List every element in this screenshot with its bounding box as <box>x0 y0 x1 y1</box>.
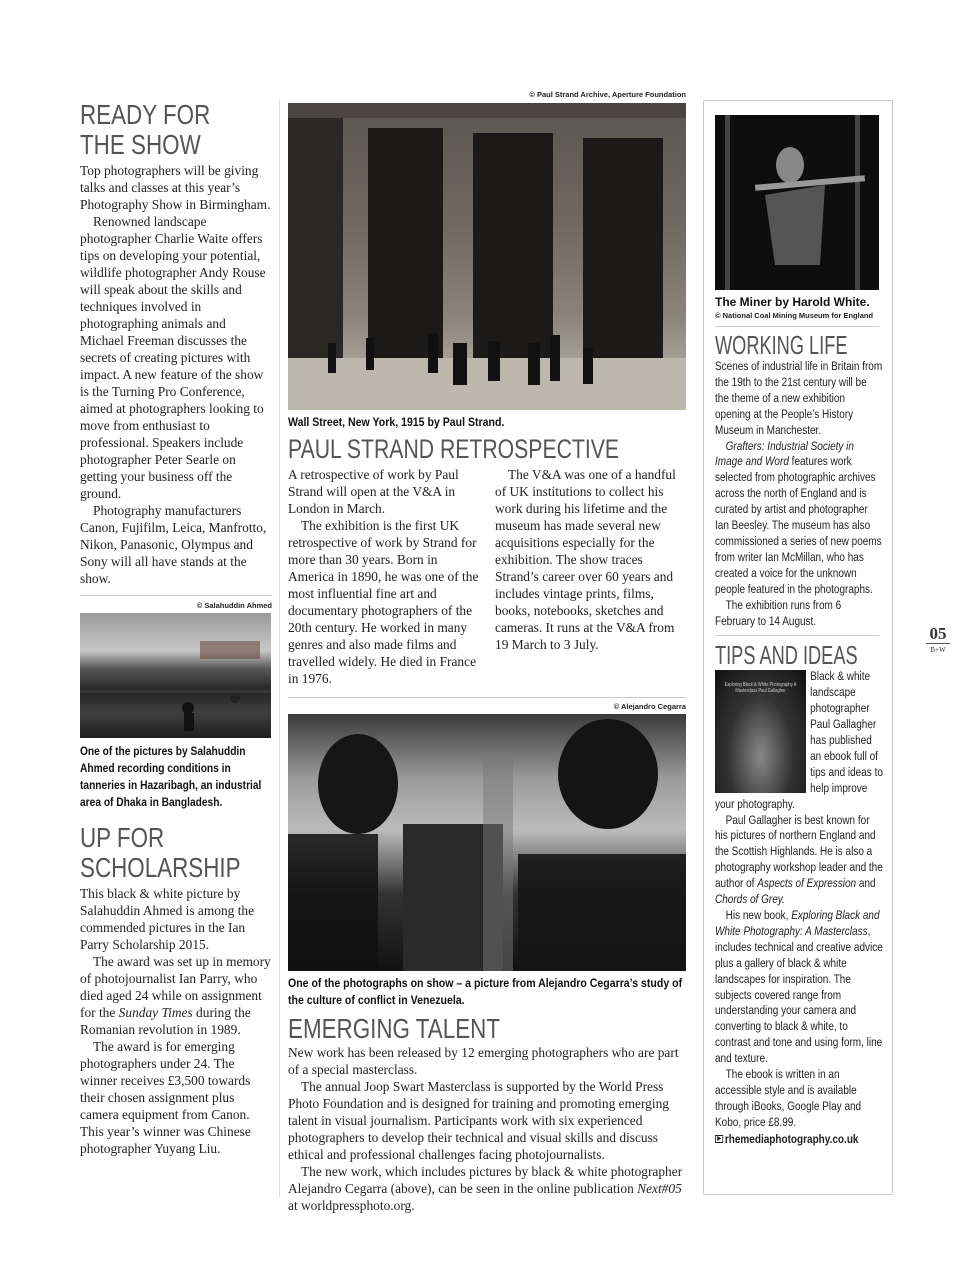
miner-photo-caption: The Miner by Harold White. <box>715 295 870 309</box>
article-working-life: Scenes of industrial life in Britain from the 19th to the 21st century will be the theme of a new exhibition opening at the People’s History Museum in Manchester. Grafters: Industrial Society in Image and Word features work selected from photographic archives across the north of England and is curated by artist and photographer Ian Beesley. The museum has also commissioned a series of new poems from writer Ian McMillan, who has created a voice for the unknown people featured in the photographs. The exhibition runs from 6 February to 14 August. <box>715 359 883 628</box>
divider <box>80 595 272 596</box>
tannery-photo-shapes <box>80 613 271 738</box>
photo-credit: © Salahuddin Ahmed <box>196 601 272 610</box>
page-folio <box>926 625 950 655</box>
cegarra-photo-shapes <box>288 714 686 971</box>
wall-street-photo-caption: Wall Street, New York, 1915 by Paul Strand. <box>288 415 505 429</box>
article-tips-and-ideas: Exploring Black & White Photography A Masterclass Paul Gallagher Black & white landscape photographer Paul Gallagher has published an ebook full of tips and ideas to help improve your photography. Paul Gallagher is best known for his pictures of northern England and the Scottish Highlands. He is also a photography workshop leader and the author of Aspects of Expression and Chords of Grey. His new book, Exploring Black and White Photography: A Masterclass, includes technical and creative advice plus a gallery of black & white landscapes for inspiration. The subjects covered range from understanding your camera and converting to black & white, to contrast and tone and using form, line and texture. The ebook is written in an accessible style and is available through iBooks, Google Play and Kobo, price £8.99. ▶ rhemediaphotography.co.uk <box>715 669 883 1146</box>
wall-street-photo-shapes <box>288 103 686 410</box>
article-ready-for-the-show: Top photographers will be giving talks and classes at this year’s Photography Show in Birmingham. Renowned landscape photographer Charlie Waite offers tips on developing your potential, wildlife photographer Andy Rouse will speak about the skills and techniques involved in photographing animals and Michael Freeman discusses the secrets of creating pictures with impact. A new feature of the show is the Turning Pro Conference, aimed at photographers looking to move from enthusiast to professional. Speakers include photographer Peter Searle on getting your business off the ground. Photography manufacturers Canon, Fujifilm, Leica, Manfrotto, Nikon, Panasonic, Olympus and Sony will all have stands at the show. <box>80 163 271 586</box>
cegarra-photo-caption: One of the photographs on show – a picture from Alejandro Cegarra’s study of the culture of conflict in Venezuela. <box>288 976 683 1007</box>
heading-emerging-talent: EMERGING TALENT <box>288 1013 501 1044</box>
heading-paul-strand-retrospective: PAUL STRAND RETROSPECTIVE <box>288 434 620 464</box>
arrow-box-icon: ▶ <box>715 1135 723 1143</box>
photo-credit: © National Coal Mining Museum for England <box>715 311 874 320</box>
divider <box>715 635 879 636</box>
heading-working-life: WORKING LIFE <box>715 330 848 360</box>
cegarra-photo <box>288 714 686 971</box>
photo-credit: © Alejandro Cegarra <box>613 702 686 711</box>
article-emerging-talent: New work has been released by 12 emerging photographers who are part of a special masterclass. The annual Joop Swart Masterclass is supported by the World Press Photo Foundation and is designed for training and promoting emerging talent in visual journalism. Participants work with six experienced photographers to develop their technical and visual skills and discuss ethical and professional challenges facing photojournalists. The new work, which includes pictures by black & white photographer Alejandro Cegarra (above), can be seen in the online publication Next#05 at worldpressphoto.org. <box>288 1045 683 1213</box>
left-column <box>80 100 272 1157</box>
divider <box>288 697 686 698</box>
column-divider <box>279 100 280 1198</box>
heading-ready-for-the-show: READY FOR THE SHOW <box>80 99 211 160</box>
wall-street-photo <box>288 103 686 410</box>
photo-credit: © Paul Strand Archive, Aperture Foundation <box>529 90 686 99</box>
sidebar-box <box>703 100 893 1195</box>
article-up-for-scholarship: This black & white picture by Salahuddin Ahmed is among the commended pictures in the Ian Parry Scholarship 2015. The award was set up in memory of photojournalist Ian Parry, who died aged 24 while on assignment for the Sunday Times during the Romanian revolution in 1989. The award is for emerging photographers under 24. The winner receives £3,500 towards their chosen assignment plus camera equipment from Canon. This year’s winner was Chinese photographer Yuyang Liu. <box>80 886 271 1156</box>
article-paul-strand: A retrospective of work by Paul Strand will open at the V&A in London in March. The exhibition is the first UK retrospective of work by Strand for more than 30 years. Born in America in 1890, he was one of the most influential fine art and documentary photographers of the 20th century. He worked in many genres and also made films and travelled widely. He died in France in 1976. The V&A was one of a handful of UK institutions to collect his work during his lifetime and the museum has made several new acquisitions especially for the exhibition. The show traces Strand’s career over 60 years and includes vintage prints, films, books, notebooks, sketches and cameras. It runs at the V&A from 19 March to 3 July. <box>288 467 676 686</box>
heading-tips-and-ideas: TIPS AND IDEAS <box>715 640 858 671</box>
divider <box>715 326 879 327</box>
website-link[interactable]: ▶ rhemediaphotography.co.uk <box>715 1132 883 1148</box>
miner-photo <box>715 115 879 290</box>
heading-up-for-scholarship: UP FOR SCHOLARSHIP <box>80 822 241 883</box>
tannery-photo-caption: One of the pictures by Salahuddin Ahmed recording conditions in tanneries in Hazaribagh, an industrial area of Dhaka in Bangladesh. <box>80 744 262 809</box>
page-number: 05 <box>926 625 950 644</box>
book-cover: Exploring Black & White Photography A Masterclass Paul Gallagher <box>715 670 806 793</box>
miner-photo-shapes <box>715 115 879 290</box>
middle-column <box>288 90 686 1214</box>
magazine-mark: B+W <box>930 646 946 654</box>
tannery-photo <box>80 613 271 738</box>
